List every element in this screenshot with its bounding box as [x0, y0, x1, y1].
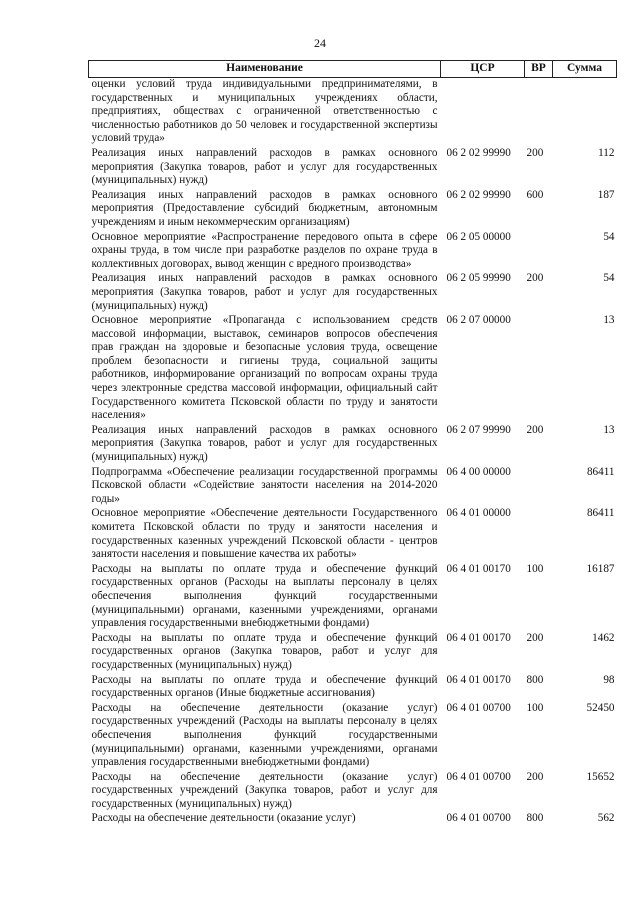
header-csr: ЦСР — [441, 61, 525, 78]
row-csr: 06 2 07 00000 — [446, 314, 511, 327]
header-sum: Сумма — [553, 61, 617, 78]
row-name: Расходы на выплаты по оплате труда и обеспечение функций государственных органов (Расходы на выплаты персоналу в целях обеспечения выполнения функций государственными (муниципальными) органами, казенными учреждениями, органами управления государственными внебюджетными фондами) — [91, 562, 438, 630]
row-sum: 86411 — [586, 465, 615, 478]
row-vr: 200 — [526, 272, 544, 285]
row-vr — [525, 466, 553, 508]
row-vr: 800 — [526, 673, 544, 686]
table-row — [89, 78, 617, 147]
row-name: Основное мероприятие «Распространение передового опыта в сфере охраны труда, в том числе при разработке разделов по охране труда в коллективных договорах, вывод женщин с вредного производства» — [91, 230, 438, 270]
row-sum: 112 — [598, 146, 615, 159]
row-vr: 200 — [526, 770, 544, 783]
row-name: Расходы на выплаты по оплате труда и обеспечение функций государственных органов (Закупка товаров, работ и услуг для государственных (муниципальных) нужд) — [91, 631, 438, 671]
row-name: Реализация иных направлений расходов в рамках основного мероприятия (Закупка товаров, работ и услуг для государственных (муниципальных) нужд) — [91, 146, 438, 187]
row-vr — [525, 231, 553, 273]
row-csr: 06 4 01 00700 — [446, 701, 511, 714]
row-csr: 06 4 01 00170 — [446, 631, 511, 644]
table-row — [89, 563, 617, 632]
row-name: Расходы на обеспечение деятельности (оказание услуг) — [91, 812, 356, 825]
table-row — [89, 466, 617, 508]
row-sum: 13 — [603, 423, 615, 436]
table-row — [89, 147, 617, 189]
row-sum — [553, 78, 617, 147]
table-row — [89, 674, 617, 702]
table-row — [89, 702, 617, 771]
row-csr — [441, 78, 525, 147]
row-sum: 86411 — [586, 507, 615, 520]
table-row — [89, 272, 617, 314]
row-vr — [525, 507, 553, 562]
row-sum: 52450 — [586, 701, 615, 714]
table-row — [89, 424, 617, 466]
row-csr: 06 2 02 99990 — [446, 146, 511, 159]
row-sum: 1462 — [592, 631, 615, 644]
row-vr: 200 — [526, 146, 544, 159]
row-sum: 562 — [597, 812, 615, 825]
row-csr: 06 4 01 00700 — [446, 770, 511, 783]
row-name: Реализация иных направлений расходов в рамках основного мероприятия (Закупка товаров, работ и услуг для государственных (муниципальных) нужд) — [91, 423, 438, 464]
row-name: Реализация иных направлений расходов в рамках основного мероприятия (Предоставление субсидий бюджетным, автономным учреждениям и иным некоммерческим организациям) — [91, 188, 438, 228]
row-sum: 54 — [603, 230, 615, 243]
row-csr: 06 2 07 99990 — [446, 423, 511, 436]
table-row — [89, 632, 617, 674]
row-csr: 06 2 02 99990 — [446, 188, 511, 201]
row-csr: 06 4 01 00170 — [446, 562, 511, 575]
row-vr: 200 — [526, 423, 544, 436]
row-vr: 200 — [526, 631, 544, 644]
row-csr: 06 4 01 00170 — [446, 673, 511, 686]
table-row — [89, 771, 617, 813]
row-vr: 800 — [526, 812, 544, 825]
table-row — [89, 812, 617, 827]
row-sum: 16187 — [586, 562, 615, 575]
row-csr: 06 2 05 99990 — [446, 272, 511, 285]
table-header-row — [89, 61, 617, 78]
table-row — [89, 189, 617, 231]
row-sum: 98 — [603, 673, 615, 686]
table-row — [89, 314, 617, 424]
row-name: Основное мероприятие «Обеспечение деятельности Государственного комитета Псковской области по труду и занятости населения и государственных казенных учреждений Псковской области - центров занятости населения и повышение качества их работы» — [91, 507, 438, 561]
row-sum: 13 — [603, 314, 615, 327]
table-row — [89, 507, 617, 562]
row-name: Расходы на обеспечение деятельности (оказание услуг) государственных учреждений (Расходы на выплаты персоналу в целях обеспечения выполнения функций государственными (муниципальными) органами, казенными учреждениями, органами управления государственными внебюджетными фондами) — [91, 701, 438, 769]
budget-table — [88, 60, 617, 827]
row-csr: 06 4 00 00000 — [446, 465, 511, 478]
row-sum: 15652 — [586, 770, 615, 783]
row-csr: 06 2 05 00000 — [446, 230, 511, 243]
row-name: Реализация иных направлений расходов в рамках основного мероприятия (Закупка товаров, работ и услуг для государственных (муниципальных) нужд) — [91, 272, 438, 312]
row-name: оценки условий труда индивидуальными предпринимателями, в государственных и муниципальных учреждениях области, предприятиях, обществах с ограниченной ответственностью с численностью работников до 50 человек и государственной экспертизы условий труда» — [91, 78, 438, 145]
row-csr: 06 4 01 00700 — [446, 812, 511, 825]
row-vr: 600 — [526, 188, 544, 201]
row-name: Расходы на выплаты по оплате труда и обеспечение функций государственных органов (Иные бюджетные ассигнования) — [91, 673, 438, 700]
row-name: Подпрограмма «Обеспечение реализации государственной программы Псковской области «Содействие занятости населения на 2014-2020 годы» — [91, 465, 438, 505]
row-vr — [525, 78, 553, 147]
row-vr — [525, 314, 553, 424]
row-name: Расходы на обеспечение деятельности (оказание услуг) государственных учреждений (Закупка товаров, работ и услуг для государственных (муниципальных) нужд) — [91, 770, 438, 810]
row-name: Основное мероприятие «Пропаганда с использованием средств массовой информации, выставок, семинаров вопросов обеспечения прав граждан на здоровые и безопасные условия труда, освещение проблем безопасности и гигиены труда, социальной защиты работников, информирование организаций по вопросам охраны труда через электронные средства массовой информации, официальный сайт Государственного комитета Псковской области по труду и занятости населения» — [91, 314, 438, 422]
row-vr: 100 — [526, 701, 544, 714]
row-sum: 187 — [597, 188, 615, 201]
row-sum: 54 — [603, 272, 615, 285]
header-name: Наименование — [89, 61, 441, 78]
page-number: 24 — [314, 36, 326, 50]
row-vr: 100 — [526, 562, 544, 575]
row-csr: 06 4 01 00000 — [446, 507, 511, 520]
table-row — [89, 231, 617, 273]
header-vr: ВР — [525, 61, 553, 78]
